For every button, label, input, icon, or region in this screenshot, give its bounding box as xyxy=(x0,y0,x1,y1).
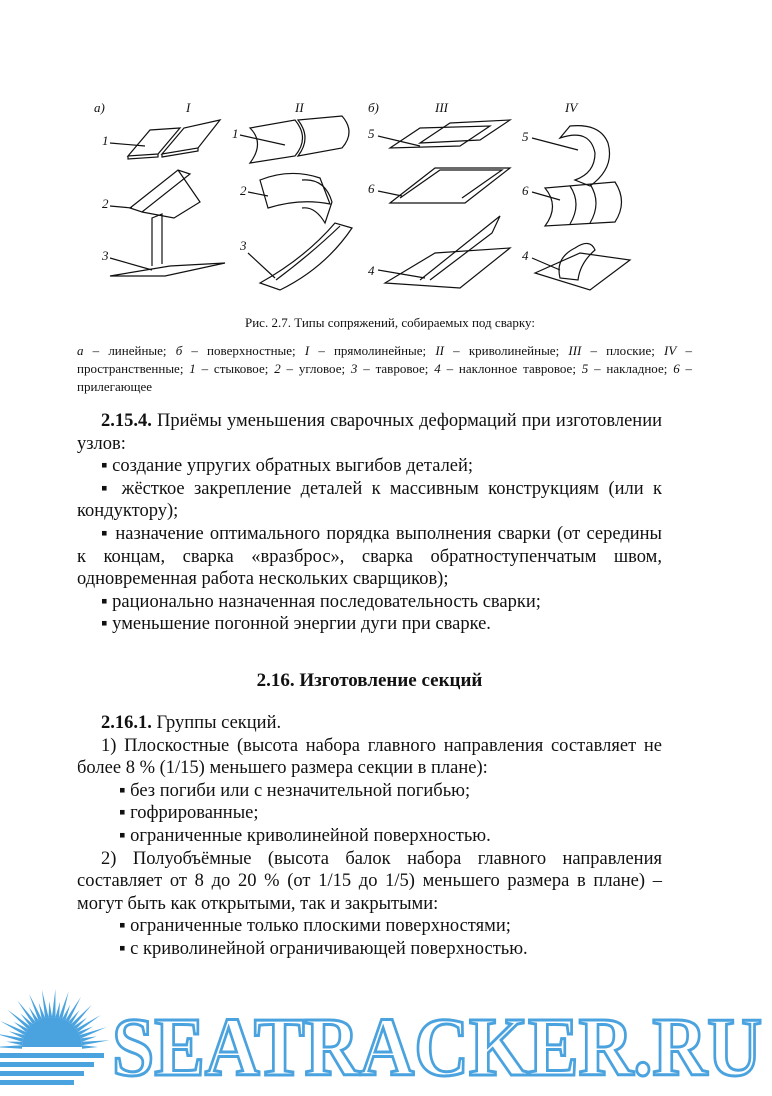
list-item: ▪ гофрированные; xyxy=(119,803,259,824)
list-item: ▪ без погиби или с незначительной погибью; xyxy=(119,780,471,801)
figure-legend xyxy=(77,342,692,396)
legend-key: IV xyxy=(664,343,677,358)
fig-label-II: II xyxy=(295,100,304,115)
callout-1a: 1 xyxy=(102,133,109,148)
section-number: 2.15.4. xyxy=(101,411,152,431)
legend-text: – стыковое; xyxy=(195,361,275,376)
legend-text: – пространственные; xyxy=(77,343,692,376)
list-item: ▪ уменьшение погонной энергии дуги при сварке. xyxy=(101,614,491,635)
callout-5b: 5 xyxy=(522,129,529,144)
callout-2a: 2 xyxy=(102,196,109,211)
figure-caption: Рис. 2.7. Типы сопряжений, собираемых под сварку: xyxy=(245,315,535,330)
paragraph-semi-volume-sections: 2) Полуобъёмные (высота балок набора главного направления составляет от 8 до 20 % (от 1/15 до 1/5) меньшего размера в плане) – могут быть как открытыми, так и закрытыми: xyxy=(77,848,662,914)
paragraph-flat-sections: 1) Плоскостные (высота набора главного направления составляет не более 8 % (1/15) меньшего размера секции в плане): xyxy=(77,735,662,779)
list-item: ▪ назначение оптимального порядка выполнения сварки (от середины к концам, сварка «вразброс», сварка обратноступенчатым швом, одновременная работа нескольких сварщиков); xyxy=(77,523,662,590)
callout-5a: 5 xyxy=(368,126,375,141)
list-item: ▪ с криволинейной ограничивающей поверхностью. xyxy=(119,938,528,959)
callout-3b: 3 xyxy=(240,238,247,253)
legend-key: 1 xyxy=(189,361,196,376)
callout-4b: 4 xyxy=(522,248,529,263)
legend-key: III xyxy=(568,343,582,358)
legend-text: – плоские; xyxy=(581,343,665,358)
legend-text: – прямолинейные; xyxy=(309,343,436,358)
legend-key: 3 xyxy=(350,361,358,376)
paragraph-text: Приёмы уменьшения сварочных деформаций при изготовлении узлов: xyxy=(77,411,662,454)
shape-tee-inclined xyxy=(385,248,510,288)
paragraph-text: Группы секций. xyxy=(151,713,282,733)
legend-text: – линейные; xyxy=(83,343,176,358)
fig-label-IV: IV xyxy=(565,100,578,115)
shape-adjacent-spatial xyxy=(545,182,622,226)
shape-adjacent xyxy=(390,168,510,203)
legend-key: 4 xyxy=(434,361,441,376)
section-2-16-1 xyxy=(77,712,662,961)
shape-corner xyxy=(130,170,190,212)
paragraph-2-16-1-title xyxy=(77,712,662,735)
section-number: 2.16.1. xyxy=(101,713,152,733)
fig-label-I: I xyxy=(186,100,191,115)
callout-2b: 2 xyxy=(240,183,247,198)
legend-text: – накладное; xyxy=(588,361,674,376)
list-item: ▪ создание упругих обратных выгибов деталей; xyxy=(101,456,474,477)
list-item: ▪ жёсткое закрепление деталей к массивным конструкциям (или к кондуктору); xyxy=(77,478,662,522)
legend-key: 5 xyxy=(581,361,589,376)
callout-4a: 4 xyxy=(368,263,375,278)
legend-text: – тавровое; xyxy=(357,361,435,376)
list-item: ▪ рационально назначенная последовательность сварки; xyxy=(101,591,541,612)
callout-3a: 3 xyxy=(102,248,109,263)
shape-tee xyxy=(110,263,225,276)
sun-icon xyxy=(0,989,110,1085)
watermark-text: SEATRACKER.RU xyxy=(112,1001,762,1090)
callout-6b: 6 xyxy=(522,183,529,198)
fig-label-b: б) xyxy=(368,100,379,115)
legend-key: б xyxy=(175,343,183,358)
shape-lap-spatial xyxy=(560,126,610,186)
fig-label-III: III xyxy=(435,100,448,115)
legend-key: 6 xyxy=(673,361,680,376)
legend-text: – прилегающее xyxy=(77,361,693,394)
figure-joint-types xyxy=(90,98,640,308)
legend-text: – поверхностные; xyxy=(182,343,305,358)
legend-key: I xyxy=(304,343,310,358)
legend-key: 2 xyxy=(274,361,281,376)
callout-6a: 6 xyxy=(368,181,375,196)
callout-1b: 1 xyxy=(232,126,239,141)
legend-text: – угловое; xyxy=(280,361,351,376)
shape-butt-curved xyxy=(250,120,303,163)
watermark-logo xyxy=(0,985,772,1090)
fig-label-a: а) xyxy=(94,100,105,115)
legend-key: а xyxy=(77,343,84,358)
legend-text: – криволинейные; xyxy=(444,343,569,358)
section-heading-2-16: 2.16. Изготовление секций xyxy=(256,670,483,691)
shape-tee-inclined-spatial xyxy=(535,253,630,290)
list-item: ▪ ограниченные криволинейной поверхностью. xyxy=(119,825,491,846)
legend-key: II xyxy=(435,343,445,358)
list-item: ▪ ограниченные только плоскими поверхностями; xyxy=(119,916,511,937)
shape-corner-curved xyxy=(260,173,330,208)
paragraph-2-15-4-intro xyxy=(77,410,662,455)
legend-text: – наклонное тавровое; xyxy=(440,361,582,376)
section-2-15-4 xyxy=(77,410,662,636)
